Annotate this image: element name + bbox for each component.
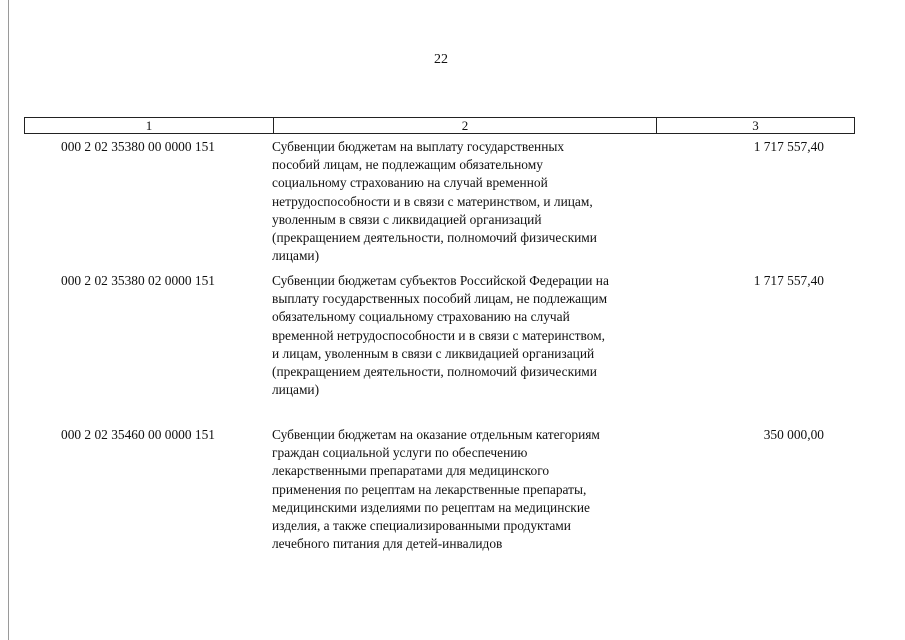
scan-edge-line xyxy=(8,0,9,640)
row-description: Субвенции бюджетам на выплату государственных пособий лицам, не подлежащим обязательному социальному страхованию на случай временной нетрудоспособности и в связи с материнством, и лицам, уволенным в связи с ликвидацией организаций (прекращением деятельности, полномочий физическими лицами) xyxy=(272,139,597,264)
row-description: Субвенции бюджетам субъектов Российской Федерации на выплату государственных пособий лицам, не подлежащим обязательному социальному страхованию на случай временной нетрудоспособности и в связи с материнством, и лицам, уволенным в связи с ликвидацией организаций (прекращением деятельности, полномочий физическими лицами) xyxy=(272,273,609,398)
row-amount: 350 000,00 xyxy=(763,427,824,442)
budget-code: 000 2 02 35380 00 0000 151 xyxy=(61,139,215,154)
column-header-1: 1 xyxy=(25,118,274,133)
column-header-2: 2 xyxy=(274,118,657,133)
table-header xyxy=(24,117,855,134)
row-amount: 1 717 557,40 xyxy=(753,139,824,154)
column-header-3: 3 xyxy=(752,118,759,133)
row-amount: 1 717 557,40 xyxy=(753,273,824,288)
row-description: Субвенции бюджетам на оказание отдельным категориям граждан социальной услуги по обеспечению лекарственными препаратами для медицинского применения по рецептам на лекарственные препараты, медицинскими изделиями по рецептам на медицинские изделия, а также специализированными продуктами лечебного питания для детей-инвалидов xyxy=(272,427,600,552)
page-number: 22 xyxy=(434,52,448,67)
budget-code: 000 2 02 35380 02 0000 151 xyxy=(61,273,215,288)
budget-code: 000 2 02 35460 00 0000 151 xyxy=(61,427,215,442)
